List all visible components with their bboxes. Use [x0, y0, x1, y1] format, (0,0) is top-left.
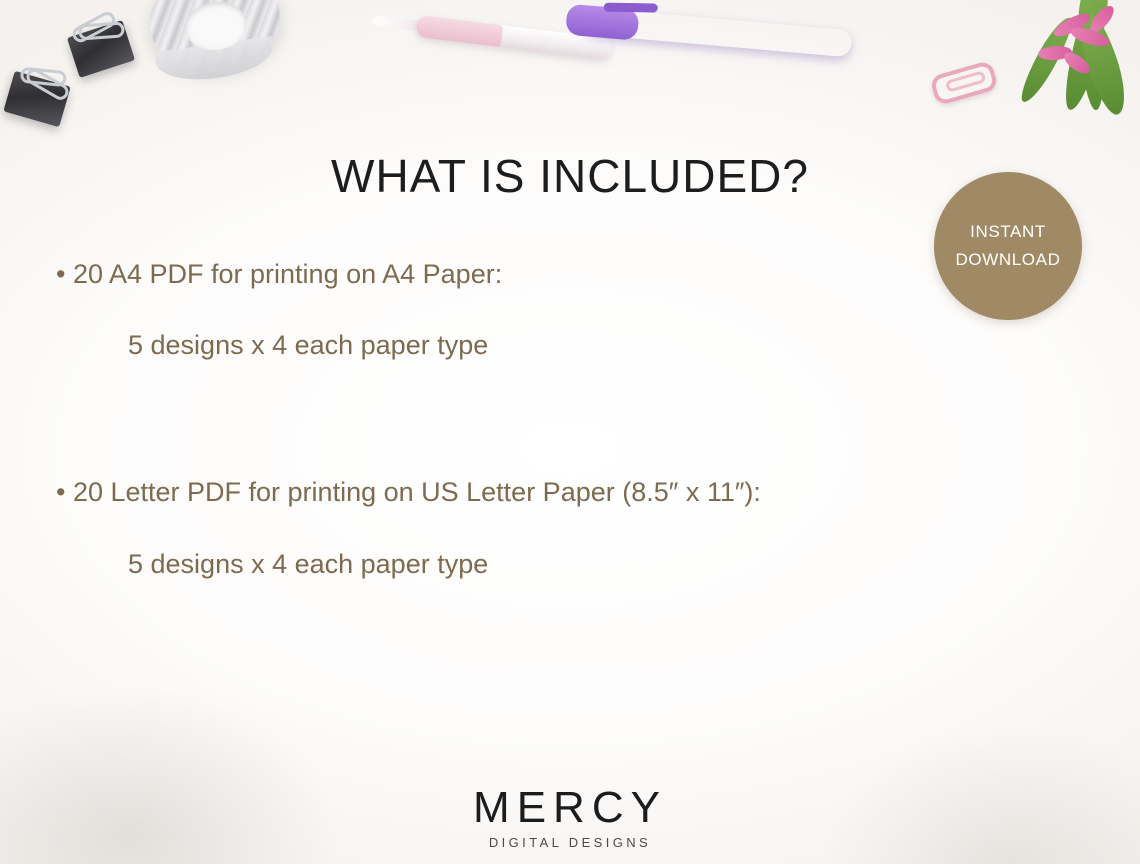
- flower-icon: [1086, 2, 1117, 36]
- badge-line-2: DOWNLOAD: [955, 250, 1061, 269]
- flower-icon: [1069, 24, 1111, 50]
- spacer: [56, 290, 956, 330]
- list-item: • 20 A4 PDF for printing on A4 Paper:: [56, 259, 503, 289]
- desk-photo-decoration: [0, 0, 1140, 140]
- pink-paperclip: [929, 60, 999, 106]
- badge-line-1: INSTANT: [970, 221, 1046, 241]
- brand-logo: [0, 783, 1140, 850]
- pen-barrel: [583, 7, 852, 57]
- flower-icon: [1051, 9, 1093, 40]
- leaf-icon: [1073, 10, 1134, 118]
- leaf-icon: [1058, 0, 1115, 113]
- pen-pocket-clip: [604, 3, 658, 13]
- leaf-icon: [1015, 13, 1078, 107]
- leaf-icon: [1074, 0, 1108, 111]
- pen-tip: [372, 15, 425, 31]
- included-items-list: [56, 258, 956, 580]
- spacer: [56, 361, 956, 476]
- binder-clip-left: [3, 71, 70, 127]
- page-title: WHAT IS INCLUDED?: [331, 149, 809, 202]
- binder-clip-top: [67, 20, 135, 78]
- purple-pen: [565, 4, 853, 59]
- instant-download-badge: [934, 172, 1082, 320]
- pen-grip: [415, 15, 503, 47]
- list-item: • 20 Letter PDF for printing on US Letter Paper (8.5″ x 11″):: [56, 477, 761, 508]
- flower-icon: [1061, 49, 1093, 78]
- pen-cap: [565, 4, 639, 41]
- flower-icon: [1038, 45, 1073, 61]
- list-item-detail: 5 designs x 4 each paper type: [128, 330, 489, 361]
- washi-tape-hole: [182, 0, 250, 54]
- list-item-detail: 5 designs x 4 each paper type: [128, 548, 489, 579]
- washi-tape-edge: [154, 36, 276, 86]
- washi-tape-roll: [144, 0, 287, 79]
- pen-barrel: [415, 15, 612, 61]
- white-pink-pen: [372, 9, 613, 60]
- spacer: [56, 509, 956, 549]
- logo-tagline: DIGITAL DESIGNS: [488, 835, 652, 850]
- logo-name: MERCY: [473, 783, 667, 832]
